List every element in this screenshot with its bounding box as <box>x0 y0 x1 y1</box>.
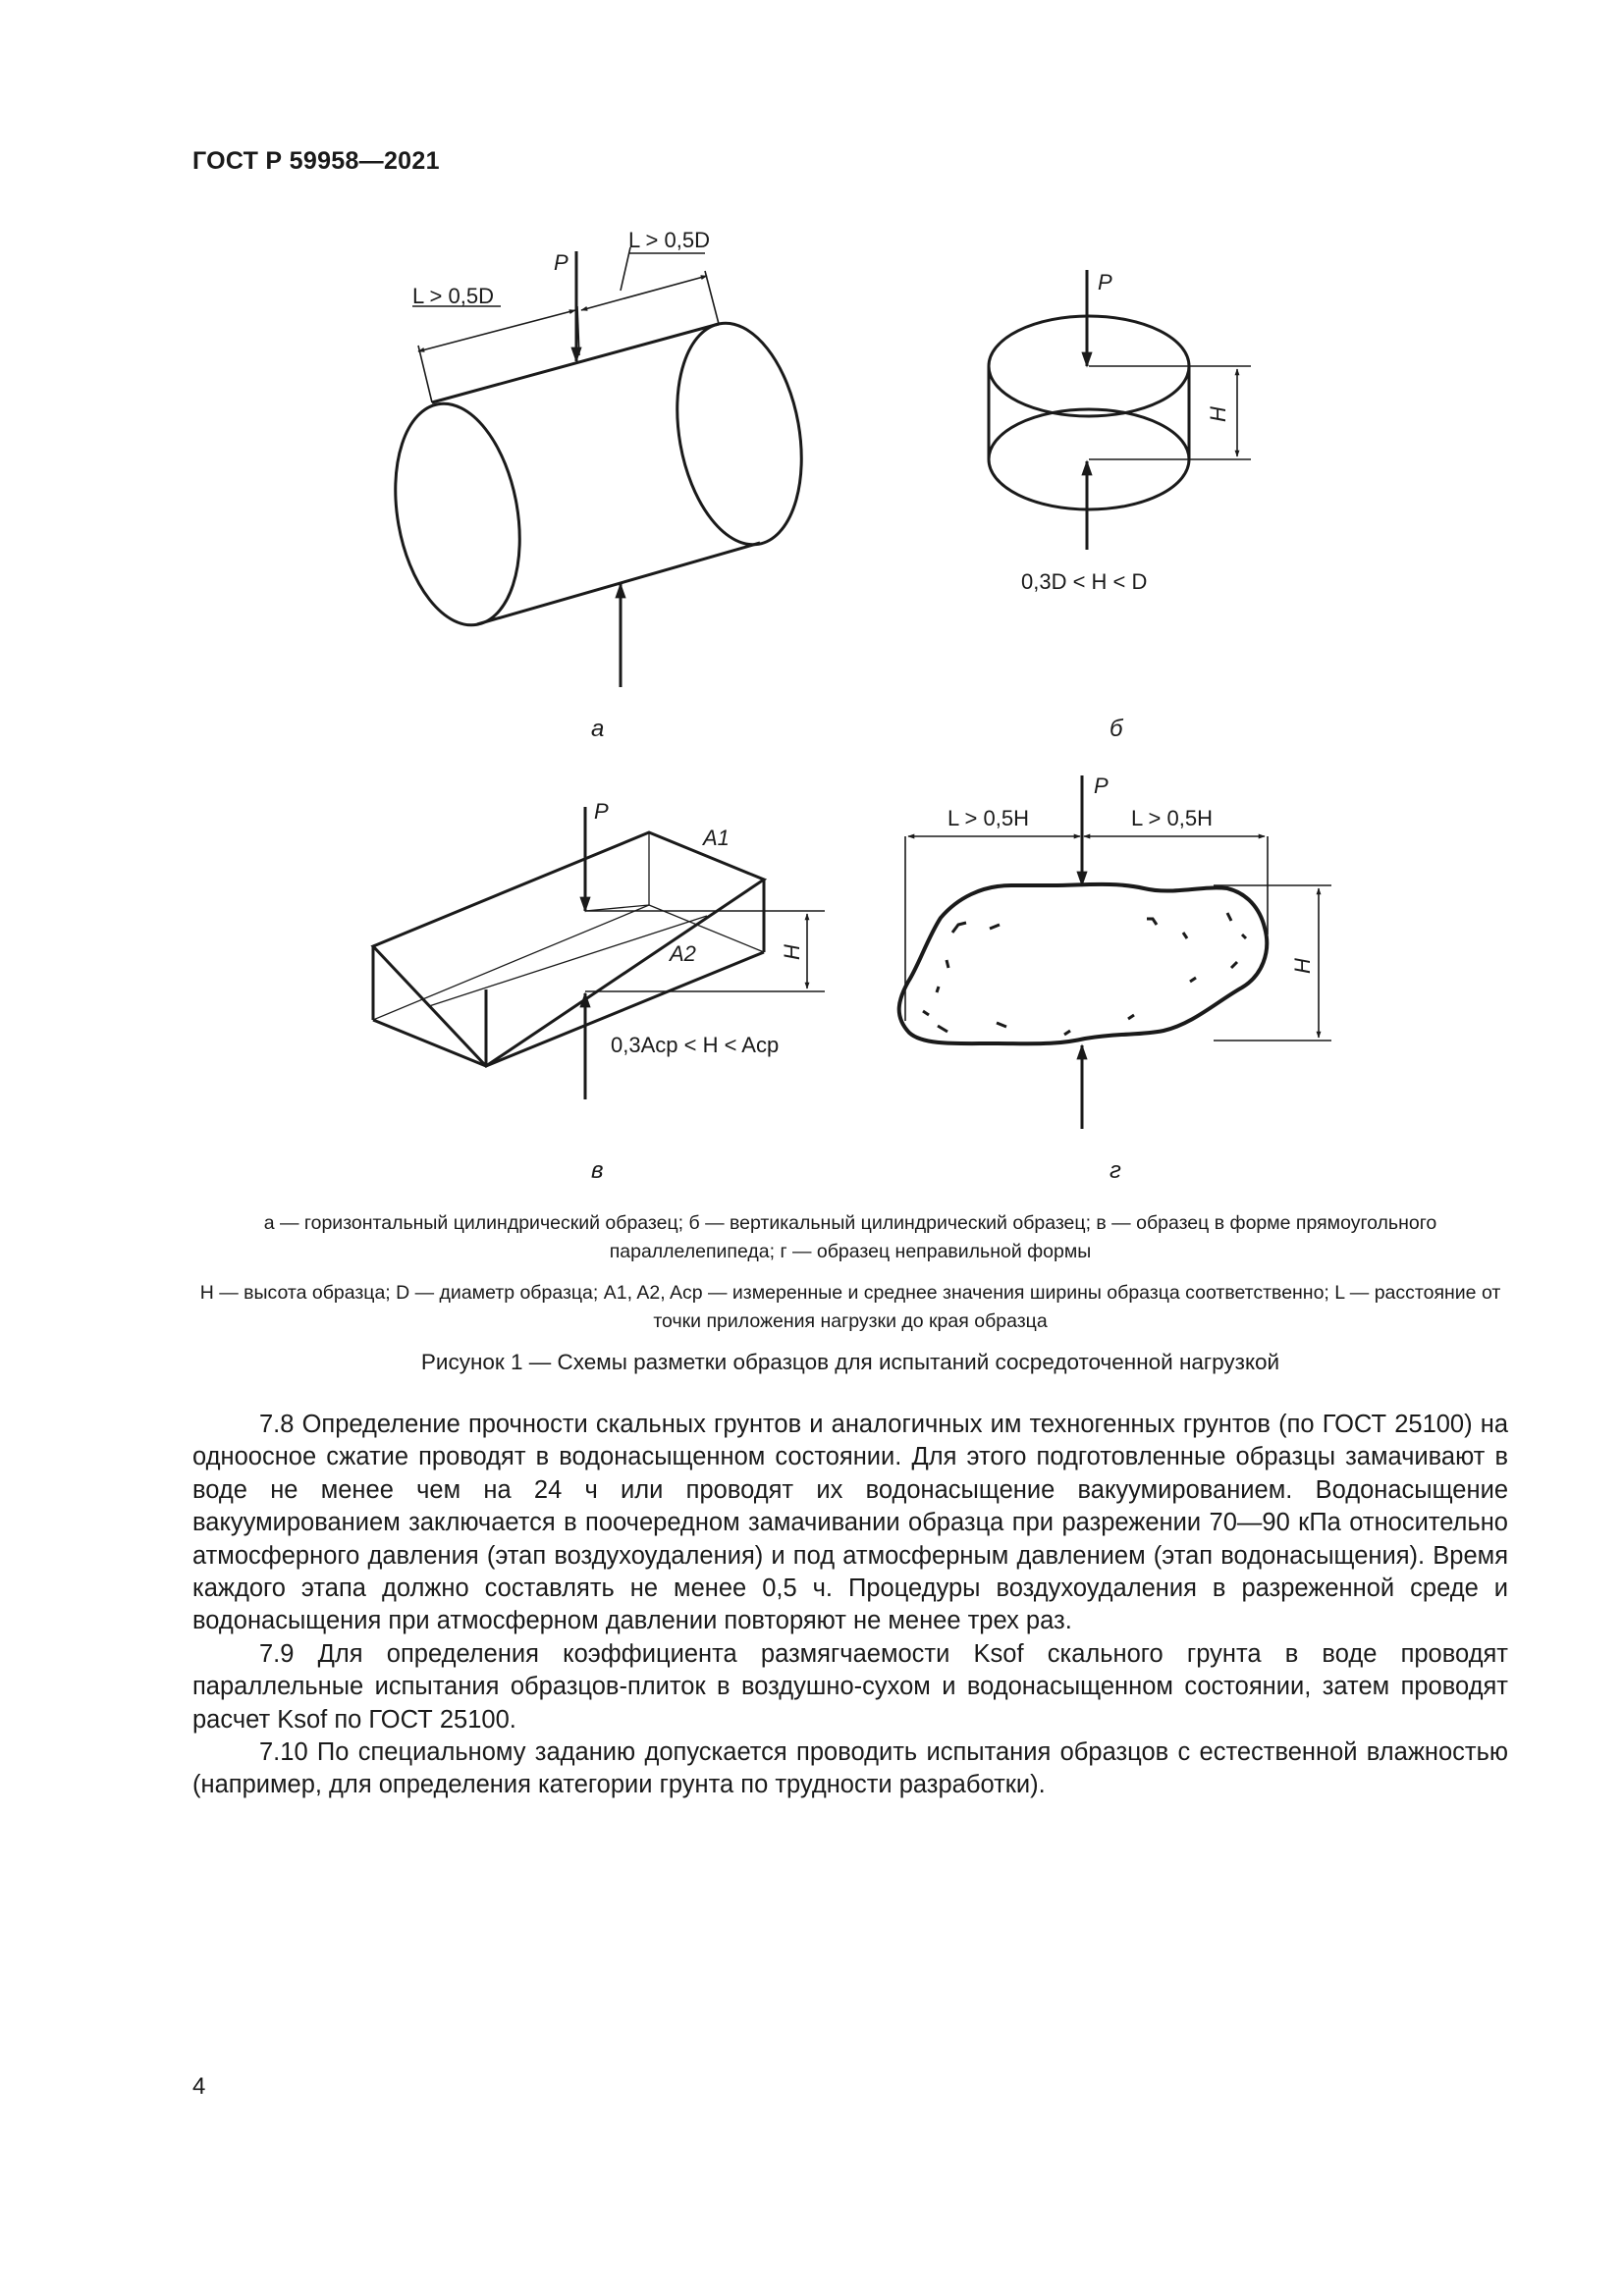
panel-a-load-label: P <box>554 250 568 275</box>
panel-g-dim-right: L > 0,5H <box>1131 806 1213 830</box>
panel-b-caption: б <box>1110 716 1123 742</box>
panel-v-caption: в <box>591 1157 604 1184</box>
panel-a-dim-left: L > 0,5D <box>412 284 494 308</box>
panel-v-height-label: H <box>780 944 804 960</box>
panel-g-load-label: P <box>1094 774 1109 798</box>
document-header: ГОСТ Р 59958—2021 <box>192 147 440 175</box>
panel-v-area2-label: A2 <box>670 941 696 966</box>
page-number: 4 <box>192 2073 206 2100</box>
panel-b-load-label: P <box>1098 270 1112 294</box>
panel-g-height-label: H <box>1290 958 1315 974</box>
panel-a-horizontal-cylinder <box>379 193 818 687</box>
panel-b-height-label: H <box>1206 406 1230 422</box>
panel-a-caption: а <box>591 716 605 742</box>
paragraph-7-8: 7.8 Определение прочности скальных грунтов и аналогичных им техногенных грунтов (по ГОСТ 25100) на одноосное сжатие проводят в водонасыщенном состоянии. Для этого подготовленные образцы замачивают в воде не менее чем на 24 ч или проводят их водонасыщение вакуумированием. Водонасыщение вакуумированием заключается в поочередном замачивании образца при разрежении 70—90 кПа относительно атмосферного давления (этап воздухоудаления) и под атмосферным давлением (этап водонасыщения). Время каждого этапа должно составлять не менее 0,5 ч. Процедуры воздухоудаления в разреженной среде и водонасыщения при атмосферном давлении повторяют не менее трех раз. <box>192 1411 1508 1635</box>
panel-a-dim-right: L > 0,5D <box>628 228 710 252</box>
panel-v-condition: 0,3Aср < H < Aср <box>611 1033 780 1057</box>
figure-legend-symbols: H — высота образца; D — диаметр образца; A1, A2, Aср — измеренные и среднее значения ширины образца соответственно; L — расстояние от точки приложения нагрузки до края образца <box>199 1282 1501 1332</box>
figure-legend-panels: а — горизонтальный цилиндрический образец; б — вертикальный цилиндрический образец; в — образец в форме прямоугольного параллелепипеда; г — образец неправильной формы <box>263 1212 1437 1262</box>
panel-b-condition: 0,3D < H < D <box>1021 569 1148 594</box>
panel-v-area1-label: A1 <box>703 826 730 850</box>
panel-v-load-label: P <box>594 799 609 824</box>
figure-title: Рисунок 1 — Схемы разметки образцов для испытаний сосредоточенной нагрузкой <box>420 1350 1280 1374</box>
paragraph-7-10: 7.10 По специальному заданию допускается проводить испытания образцов с естественной влажностью (например, для определения категории грунта по трудности разработки). <box>192 1738 1508 1799</box>
panel-g-caption: г <box>1110 1157 1121 1184</box>
panel-g-dim-left: L > 0,5H <box>947 806 1029 830</box>
body-text <box>192 1409 1508 1802</box>
paragraph-7-9: 7.9 Для определения коэффициента размягчаемости Ksof скального грунта в воде проводят параллельные испытания образцов-плиток в воздушно-сухом и водонасыщенном состоянии, затем проводят расчет Ksof по ГОСТ 25100. <box>192 1639 1508 1734</box>
